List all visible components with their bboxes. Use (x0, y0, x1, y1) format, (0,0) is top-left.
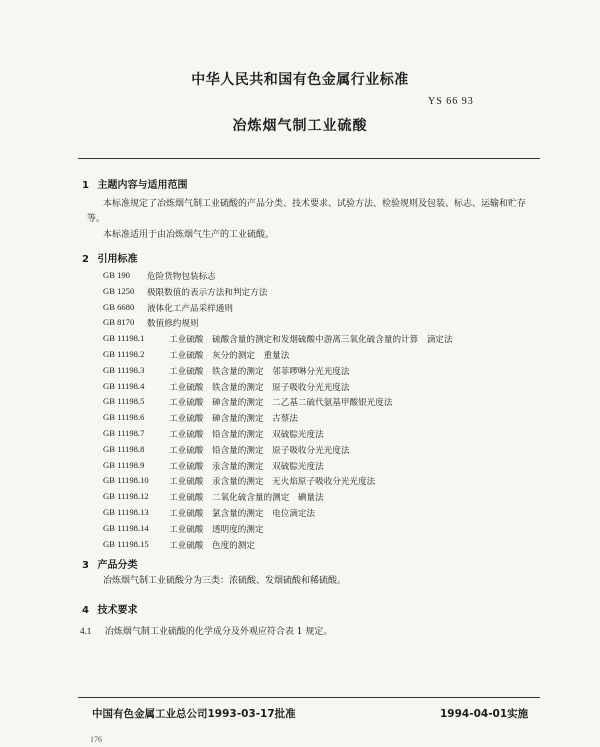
reference-code: GB 11198.15 (103, 538, 149, 549)
reference-title: 工业硫酸 铅含量的测定 原子吸收分光光度法 (169, 445, 350, 456)
reference-title: 工业硫酸 砷含量的测定 古蔡法 (169, 414, 298, 425)
clause-4-1 (80, 624, 530, 640)
reference-title: 危险货物包装标志 (147, 272, 216, 282)
reference-code: GB 1250 (103, 285, 135, 296)
section-3-paragraph: 冶炼烟气制工业硫酸分为三类：浓硫酸、发烟硫酸和稀硫酸。 (103, 576, 347, 586)
section-2-heading (82, 250, 137, 265)
reference-title: 工业硫酸 铁含量的测定 邻菲啰啉分光光度法 (169, 366, 350, 377)
section-number: 4 (82, 605, 89, 616)
reference-title: 工业硫酸 硫酸含量的测定和发烟硫酸中游离三氧化硫含量的计算 滴定法 (169, 335, 453, 346)
implementation-date: 1994-04-01实施 (440, 708, 529, 720)
page-number: 176 (90, 735, 102, 744)
reference-title: 极限数值的表示方法和判定方法 (147, 287, 268, 298)
approval-note: 中国有色金属工业总公司1993-03-17批准 (92, 708, 296, 720)
reference-title: 液体化工产品采样通则 (147, 303, 233, 314)
reference-title: 工业硫酸 铁含量的测定 原子吸收分光光度法 (169, 382, 350, 393)
reference-code: GB 11198.8 (103, 443, 145, 454)
reference-code: GB 11198.13 (103, 506, 149, 517)
reference-code: GB 6680 (103, 301, 135, 312)
section-4-heading (82, 601, 137, 616)
standard-category-title: 中华人民共和国有色金属行业标准 (191, 72, 409, 88)
reference-title: 工业硫酸 汞含量的测定 无火焰原子吸收分光光度法 (169, 477, 376, 488)
reference-code: GB 11198.2 (103, 348, 145, 359)
reference-code: GB 11198.5 (103, 396, 145, 407)
reference-code: GB 8170 (103, 317, 135, 328)
section-1-paragraph-2: 本标准适用于由冶炼烟气生产的工业硫酸。 (103, 230, 275, 240)
section-number: 2 (82, 254, 89, 265)
reference-title: 工业硫酸 铅含量的测定 双硫腙光度法 (169, 429, 324, 440)
reference-code: GB 11198.1 (103, 333, 145, 344)
clause-text: 冶炼烟气制工业硫酸的化学成分及外观应符合表 1 规定。 (104, 627, 333, 637)
reference-title: 工业硫酸 色度的测定 (169, 540, 255, 551)
reference-title: 工业硫酸 透明度的测定 (169, 524, 264, 535)
clause-number: 4.1 (80, 626, 92, 636)
reference-title: 工业硫酸 二氧化硫含量的测定 碘量法 (169, 493, 324, 504)
reference-title: 数值修约规则 (147, 319, 199, 330)
reference-title: 工业硫酸 氯含量的测定 电位滴定法 (169, 508, 316, 519)
document-title: 冶炼烟气制工业硫酸 (232, 118, 368, 134)
reference-code: GB 11198.10 (103, 475, 149, 486)
reference-title: 工业硫酸 灰分的测定 重量法 (169, 350, 290, 361)
section-1-paragraph-1: 本标准规定了冶炼烟气制工业硫酸的产品分类、技术要求、试验方法、检验规则及包装、标志、运输和贮存等。 (87, 199, 527, 224)
header-divider (78, 158, 540, 159)
reference-title: 工业硫酸 砷含量的测定 二乙基二硫代氨基甲酸银光度法 (169, 398, 393, 409)
section-number: 1 (82, 180, 89, 191)
reference-code: GB 11198.4 (103, 380, 145, 391)
section-title: 引用标准 (97, 254, 138, 265)
section-title: 主题内容与适用范围 (97, 180, 188, 191)
reference-code: GB 190 (103, 270, 130, 280)
standard-code: YS 66 93 (428, 96, 474, 107)
reference-code: GB 11198.12 (103, 491, 149, 502)
section-number: 3 (82, 560, 89, 571)
reference-code: GB 11198.3 (103, 364, 145, 375)
footer-divider (78, 697, 540, 698)
reference-code: GB 11198.9 (103, 459, 145, 470)
reference-code: GB 11198.14 (103, 522, 149, 533)
section-3-heading (82, 556, 137, 571)
section-1-heading (82, 176, 187, 191)
section-title: 技术要求 (97, 605, 138, 616)
section-title: 产品分类 (97, 560, 138, 571)
reference-code: GB 11198.6 (103, 412, 145, 423)
reference-title: 工业硫酸 汞含量的测定 双硫腙光度法 (169, 461, 324, 472)
reference-code: GB 11198.7 (103, 427, 145, 438)
